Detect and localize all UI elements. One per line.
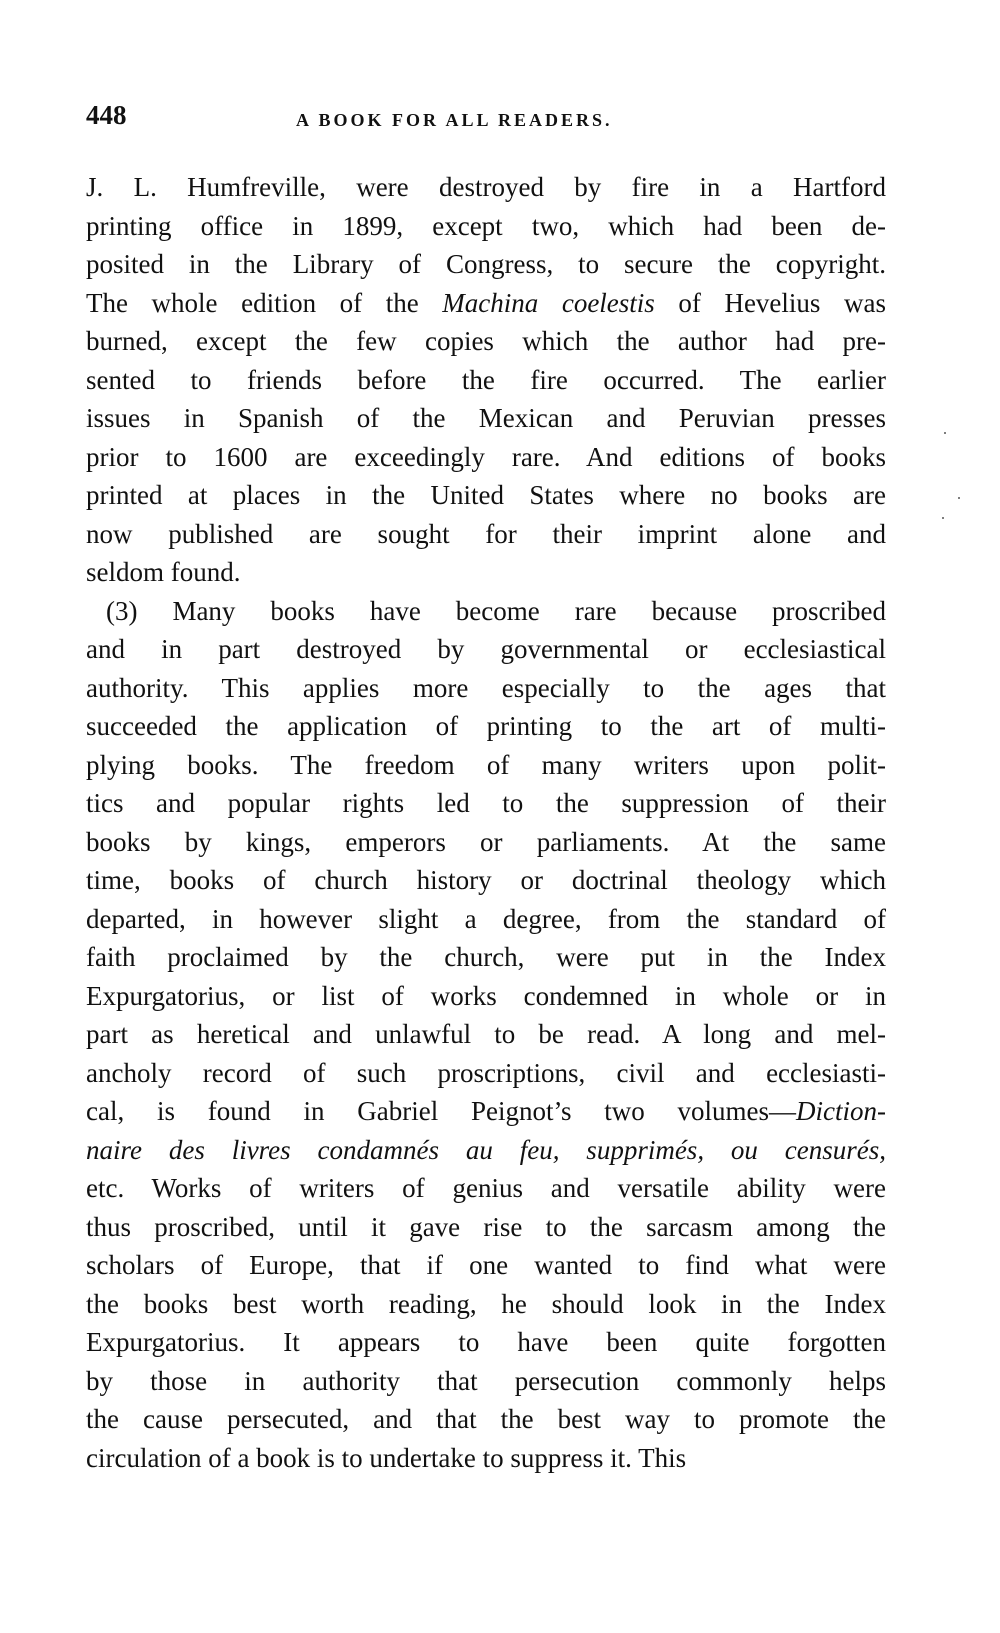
text-line [86,707,886,746]
italic-title: Machina coelestis [442,287,655,318]
line-text: faith proclaimed by the church, were put in the Index [86,942,886,972]
line-text: seldom found. [86,557,241,587]
line-text: cal, is found in Gabriel Peignot’s two volumes— [86,1096,797,1126]
text-line [86,1246,886,1285]
line-text: printed at places in the United States where no books are [86,480,886,510]
italic-title: naire des livres condamnés au feu, supprimés, ou censurés, [86,1134,886,1165]
line-text: books by kings, emperors or parliaments. At the same [86,826,886,857]
text-line [86,784,886,823]
text-line [86,322,886,361]
line-text: printing office in 1899, except two, which had been de- [86,210,886,241]
line-text: part as heretical and unlawful to be read. A long and mel- [86,1019,886,1049]
page-number: 448 [86,100,127,130]
line-text: plying books. The freedom of many writers upon polit- [86,749,886,780]
text-line [86,630,886,669]
line-text: Expurgatorius, or list of works condemned in whole or in [86,980,886,1011]
line-text: The whole edition of the [86,287,443,318]
text-line [86,977,886,1016]
line-text: the books best worth reading, he should look in the Index [86,1288,886,1319]
italic-title: Diction- [796,1096,886,1126]
line-text: of Hevelius was [654,287,886,318]
text-line [86,1362,886,1401]
line-text: prior to 1600 are exceedingly rare. And editions of books [86,441,886,472]
text-line [86,938,886,977]
line-text: (3) Many books have become rare because proscribed [106,595,886,626]
line-text: circulation of a book is to undertake to suppress it. This [86,1442,687,1473]
scan-speck [944,432,946,434]
scan-speck [942,517,944,519]
text-line [86,399,886,438]
line-text: J. L. Humfreville, were destroyed by fire in a Hartford [86,172,886,202]
text-line [86,1400,886,1439]
text-line [86,669,886,708]
text-line [86,823,886,862]
line-text: and in part destroyed by governmental or ecclesiastical [86,634,886,664]
text-line [86,361,886,400]
text-line [86,1054,886,1093]
running-head: A BOOK FOR ALL READERS. [296,110,613,130]
line-text: time, books of church history or doctrinal theology which [86,865,886,895]
text-line [86,438,886,477]
line-text: ancholy record of such proscriptions, civil and ecclesiasti- [86,1057,886,1088]
page-header [86,100,906,140]
line-text: now published are sought for their imprint alone and [86,518,886,549]
text-line [86,284,886,323]
text-line [86,1092,886,1131]
line-text: departed, in however slight a degree, from the standard of [86,903,886,934]
line-text: posited in the Library of Congress, to secure the copyright. [86,249,886,279]
line-text: tics and popular rights led to the suppression of their [86,788,886,818]
line-text: Expurgatorius. It appears to have been quite forgotten [86,1327,886,1357]
text-line [86,1323,886,1362]
line-text: authority. This applies more especially to the ages that [86,672,886,703]
line-text: etc. Works of writers of genius and versatile ability were [86,1173,886,1203]
line-text: succeeded the application of printing to the art of multi- [86,711,886,741]
text-line [86,515,886,554]
text-line [86,1015,886,1054]
text-line [86,1131,886,1170]
text-line [86,553,886,592]
text-line [86,592,886,631]
text-line [86,168,886,207]
line-text: burned, except the few copies which the author had pre- [86,326,886,356]
line-text: sented to friends before the fire occurred. The earlier [86,364,886,395]
text-line [86,900,886,939]
text-line [86,1208,886,1247]
text-line [86,1285,886,1324]
line-text: scholars of Europe, that if one wanted to find what were [86,1250,886,1280]
body-text [86,168,886,1477]
text-line [86,476,886,515]
text-line [86,861,886,900]
line-text: by those in authority that persecution commonly helps [86,1365,886,1396]
line-text: thus proscribed, until it gave rise to the sarcasm among the [86,1211,886,1242]
scan-speck [958,497,960,499]
text-line [86,245,886,284]
text-line [86,1439,886,1478]
line-text: issues in Spanish of the Mexican and Peruvian presses [86,403,886,433]
line-text: the cause persecuted, and that the best way to promote the [86,1404,886,1434]
text-line [86,1169,886,1208]
text-line [86,207,886,246]
text-line [86,746,886,785]
